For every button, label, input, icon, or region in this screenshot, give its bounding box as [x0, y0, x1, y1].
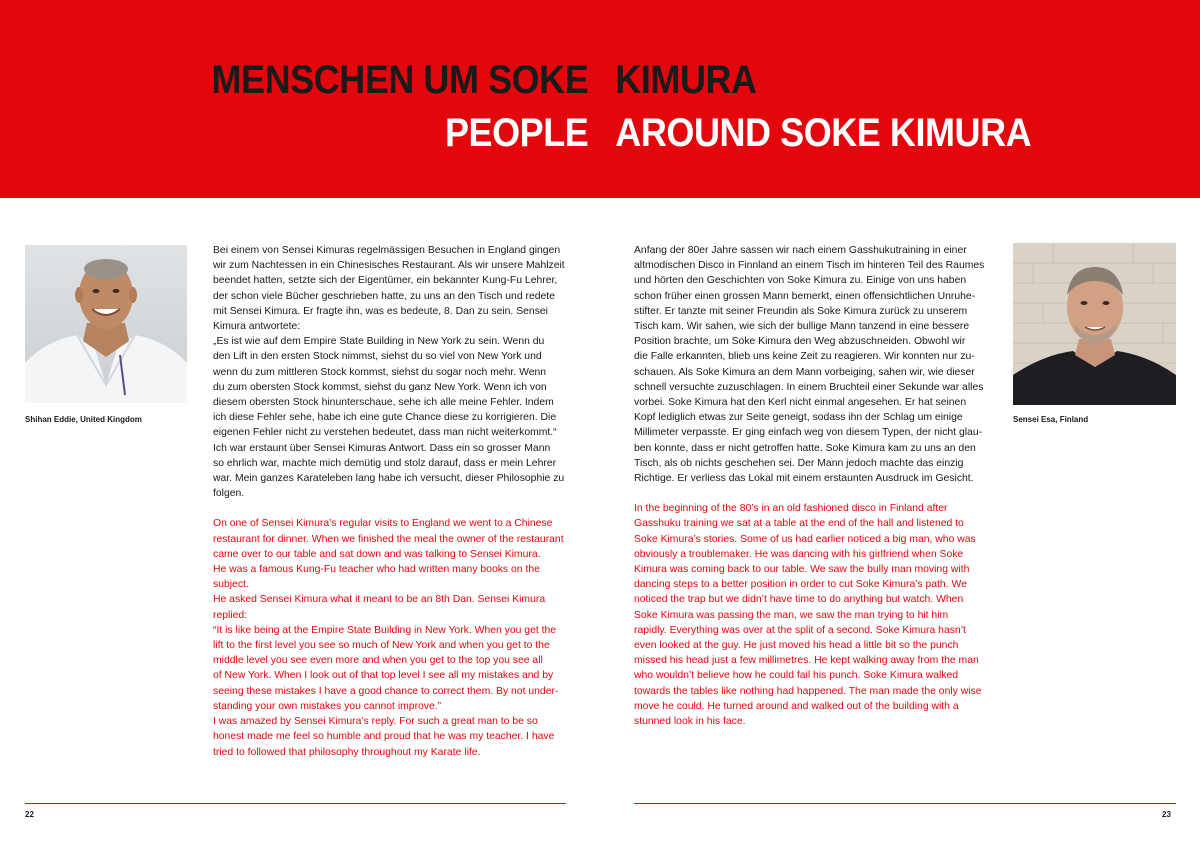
footer-rule-right: [634, 803, 1176, 804]
german-paragraph-right: Anfang der 80er Jahre sassen wir nach einem Gasshukutraining in einer altmodischen Disco in Finnland an einem Tisch im hinteren Teil des Raumes und hörten den Geschichten von Soke Kimura zu. Einige von uns haben schon früher einen grossen Mann bemerkt, einen offensichtlichen Unruhe- stifter. Er tanzte mit seiner Freundin als Soke Kimura zurück zu unserem Tisch kam. Wir sahen, wie sich der bullige Mann tanzend in eine bessere Position brachte, um Soke Kimura den Weg abzuschneiden. Obwohl wir die Falle erkannten, blieb uns keine Zeit zu reagieren. Wir konnten nur zu- schauen. Als Soke Kimura an dem Mann vorbeiging, sahen wir, wie dieser schnell versuchte zuzuschlagen. In einem Bruchteil einer Sekunde war alles vorbei. Soke Kimura hat den Kerl nicht einmal angesehen. Er hat seinen Kopf lediglich etwas zur Seite geneigt, sodass ihn der Schlag um einige Millimeter verpasste. Er ging einfach weg von diesem Typen, der nicht glau- ben konnte, dass er nicht getroffen hatte. Soke Kimura kam zu uns an den Tisch, als ob nichts geschehen sei. Der Mann jedoch machte das einzig Richtige. Er verliess das Lokal mit einem erstaunten Ausdruck im Gesicht.: [634, 245, 985, 485]
portrait-image: [1013, 243, 1176, 405]
title-german: [60, 56, 1140, 104]
right-text-column: [634, 243, 994, 729]
footer-rule-left: [25, 803, 566, 804]
german-paragraph-left: Bei einem von Sensei Kimuras regelmässigen Besuchen in England gingen wir zum Nachtessen in ein Chinesisches Restaurant. Als wir unsere Mahlzeit beendet hatten, setzte sich der Eigentümer, ein bekannter Kung-Fu Lehrer, der schon viele Bücher geschrieben hatte, zu uns an den Tisch und redete mit Sensei Kimura. Er fragte ihn, was es bedeute, 8. Dan zu sein. Sensei Kimura antwortete: „Es ist wie auf dem Empire State Building in New York zu sein. Wenn du den Lift in den ersten Stock nimmst, siehst du so viel von New York und wenn du zum mittleren Stock kommst, siehst du sogar noch mehr. Wenn du zum obersten Stock kommst, siehst du ganz New York. Wenn ich von diesem obersten Stock hinunterschaue, sehe ich alle meine Fehler. Indem ich diese Fehler sehe, habe ich eine gute Chance diese zu korrigieren. Die eigenen Fehler nicht zu verstehen bedeutet, dass man nicht weiterkommt.“ Ich war erstaunt über Sensei Kimuras Antwort. Dass ein so grosser Mann so ehrlich war, machte mich demütig und stolz darauf, dass er mein Lehrer war. Mein ganzes Karateleben lang habe ich versucht, dieser Philosophie zu folgen.: [213, 245, 565, 500]
photo-shihan-eddie: [25, 245, 187, 403]
title-english: [60, 109, 1140, 157]
caption-shihan-eddie: Shihan Eddie, United Kingdom: [25, 415, 142, 424]
portrait-image: [25, 245, 187, 403]
title-german-right: KIMURA: [615, 58, 757, 102]
page-number-right: 23: [1162, 810, 1171, 819]
title-english-left: PEOPLE: [444, 111, 589, 155]
caption-sensei-esa: Sensei Esa, Finland: [1013, 415, 1089, 424]
title-english-right: AROUND SOKE KIMURA: [615, 111, 1032, 155]
page-number-left: 22: [25, 810, 34, 819]
photo-sensei-esa: [1013, 243, 1176, 405]
english-paragraph-left: On one of Sensei Kimura’s regular visits to England we went to a Chinese restaurant for dinner. When we finished the meal the owner of the restaurant came over to our table and sat down and was talking to Sensei Kimura. He was a famous Kung-Fu teacher who had written many books on the subject. He asked Sensei Kimura what it meant to be an 8th Dan. Sensei Kimura replied: “It is like being at the Empire State Building in New York. When you get the lift to the first level you see so much of New York and when you get to the middle level you see even more and when you get to the top you see all of New York. When I look out of that top level I see all my mistakes and by seeing these mistakes I have a good chance to correct them. By not under- standing your own mistakes you cannot improve.” I was amazed by Sensei Kimura’s reply. For such a great man to be so honest made me feel so humble and proud that he was my teacher. I have tried to followed that philosophy throughout my Karate life.: [213, 518, 564, 758]
title-german-left: MENSCHEN UM SOKE: [211, 58, 589, 102]
english-paragraph-right: In the beginning of the 80’s in an old fashioned disco in Finland after Gasshuku training we sat at a table at the end of the hall and listened to Soke Kimura’s stories. Some of us had earlier noticed a big man, who was obviously a troublemaker. He was dancing with his girlfriend when Soke Kimura was coming back to our table. We saw the bully man moving with dancing steps to a better position in order to cut Soke Kimura’s path. We noticed the trap but we didn’t have time to do anything but watch. When Soke Kimura was passing the man, we saw the man trying to hit him rapidly. Everything was over at the split of a second. Soke Kimura hasn’t even looked at the guy. He just moved his head a little bit so the punch missed his head just a few millimetres. He kept walking away from the man who wouldn’t believe how he could fail his punch. Soke Kimura walked towards the tables like nothing had happened. The man made the only wise move he could. He turned around and walked out of the building with a stunned look in his face.: [634, 503, 982, 728]
left-text-column: [213, 243, 573, 760]
